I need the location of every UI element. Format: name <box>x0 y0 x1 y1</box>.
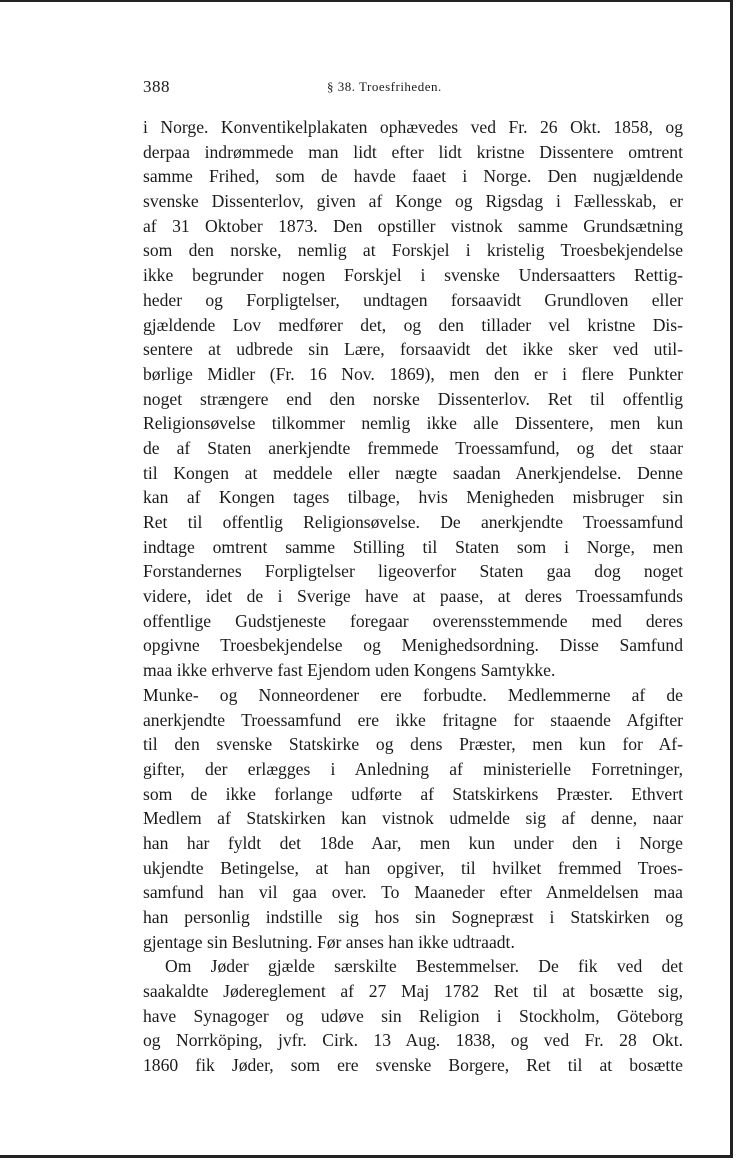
text-line: sentere at udbrede sin Lære, forsaavidt det ikke sker ved util- <box>143 339 683 360</box>
text-line: samme Frihed, som de havde faaet i Norge. Den nugjældende <box>143 166 683 187</box>
text-line: gjældende Lov medfører det, og den tillader vel kristne Dis- <box>143 314 683 335</box>
text-line: opgivne Troesbekjendelse og Menighedsordning. Disse Samfund <box>143 635 683 656</box>
text-line: Medlem af Statskirken kan vistnok udmelde sig af denne, naar <box>143 808 683 829</box>
text-line: af 31 Oktober 1873. Den opstiller vistnok samme Grundsætning <box>143 215 683 236</box>
text-line: kan af Kongen tages tilbage, hvis Menigheden misbruger sin <box>143 487 683 508</box>
body-text <box>143 115 683 1078</box>
running-head: § 38. Troesfriheden. <box>327 79 442 94</box>
text-line: indtage omtrent samme Stilling til Staten som i Norge, men <box>143 536 683 557</box>
text-line: og Norrköping, jvfr. Cirk. 13 Aug. 1838, og ved Fr. 28 Okt. <box>143 1030 683 1051</box>
text-line: han personlig indstille sig hos sin Sognepræst i Statskirken og <box>143 907 683 927</box>
text-line: samfund han vil gaa over. To Maaneder efter Anmeldelsen maa <box>143 882 683 903</box>
text-line: gjentage sin Beslutning. Før anses han ikke udtraadt. <box>143 931 515 952</box>
text-line: offentlige Gudstjeneste foregaar overensstemmende med deres <box>143 610 683 631</box>
text-line: derpaa indrømmede man lidt efter lidt kristne Dissentere omtrent <box>143 141 683 162</box>
text-line: de af Staten anerkjendte fremmede Troessamfund, og det staar <box>143 437 683 458</box>
text-line: gifter, der erlægges i Anledning af ministerielle Forretninger, <box>143 758 683 779</box>
text-line: Religionsøvelse tilkommer nemlig ikke alle Dissentere, men kun <box>143 413 683 434</box>
text-line: han har fyldt det 18de Aar, men kun under den i Norge <box>143 832 683 853</box>
page-number: 388 <box>143 77 170 96</box>
text-line: børlige Midler (Fr. 16 Nov. 1869), men den er i flere Punkter <box>143 363 683 384</box>
text-line: Munke- og Nonneordener ere forbudte. Medlemmerne af de <box>143 684 683 705</box>
text-line: til den svenske Statskirke og dens Præster, men kun for Af- <box>143 734 683 755</box>
text-line: have Synagoger og udøve sin Religion i Stockholm, Göteborg <box>143 1005 683 1026</box>
text-line: Ret til offentlig Religionsøvelse. De anerkjendte Troessamfund <box>143 512 683 532</box>
text-line: ukjendte Betingelse, at han opgiver, til hvilket fremmed Troes- <box>143 857 683 878</box>
text-line: anerkjendte Troessamfund ere ikke fritagne for staaende Afgifter <box>143 709 683 730</box>
text-line: saakaldte Jødereglement af 27 Maj 1782 Ret til at bosætte sig, <box>143 981 683 1002</box>
text-line: Om Jøder gjælde særskilte Bestemmelser. De fik ved det <box>165 956 683 977</box>
text-line: som de ikke forlange udførte af Statskirkens Præster. Ethvert <box>143 783 683 804</box>
text-line: til Kongen at meddele eller nægte saadan Anerkjendelse. Denne <box>143 462 683 483</box>
text-line: maa ikke erhverve fast Ejendom uden Kongens Samtykke. <box>143 660 556 681</box>
text-line: noget strængere end den norske Dissenterlov. Ret til offentlig <box>143 388 683 409</box>
text-line: heder og Forpligtelser, undtagen forsaavidt Grundloven eller <box>143 289 683 310</box>
text-line: som den norske, nemlig at Forskjel i kristelig Troesbekjendelse <box>143 240 683 261</box>
text-line: i Norge. Konventikelplakaten ophævedes ved Fr. 26 Okt. 1858, og <box>143 117 683 137</box>
page-header <box>143 77 683 101</box>
text-line: 1860 fik Jøder, som ere svenske Borgere, Ret til at bosætte <box>143 1055 683 1076</box>
text-line: svenske Dissenterlov, given af Konge og Rigsdag i Fællesskab, er <box>143 191 683 212</box>
text-line: videre, idet de i Sverige have at paase, at deres Troessamfunds <box>143 586 683 607</box>
text-line: ikke begrunder nogen Forskjel i svenske Undersaatters Rettig- <box>143 265 683 286</box>
text-line: Forstandernes Forpligtelser ligeoverfor Staten gaa dog noget <box>143 561 683 582</box>
